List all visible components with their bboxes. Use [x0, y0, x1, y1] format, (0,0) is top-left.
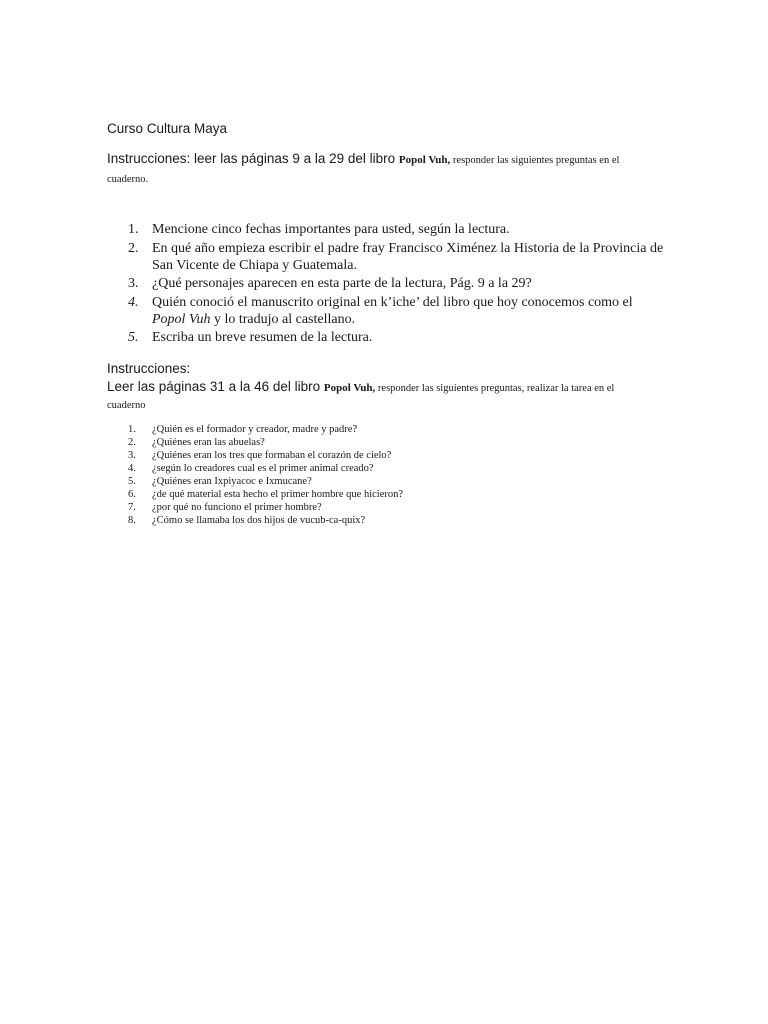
question-number: 8.	[128, 515, 136, 526]
section1-question-list	[107, 221, 667, 348]
question-text-part: y lo tradujo al castellano.	[210, 311, 356, 327]
question-text: Mencione cinco fechas importantes para usted, según la lectura.	[152, 222, 510, 237]
question-number: 6.	[128, 489, 136, 500]
question-text: ¿Quién es el formador y creador, madre y padre?	[152, 424, 358, 435]
section2-heading: Instrucciones:	[107, 361, 191, 376]
question-text: ¿Quiénes eran los tres que formaban el corazón de cielo?	[152, 450, 392, 461]
question-number: 1.	[128, 222, 139, 237]
section2-instruction-suffix: responder las siguientes preguntas, realizar la tarea en el cuaderno	[107, 383, 615, 411]
question-number: 7.	[128, 502, 136, 513]
list-item	[107, 449, 507, 462]
question-text: ¿de qué material esta hecho el primer hombre que hicieron?	[152, 489, 404, 500]
section2-question-list	[107, 423, 507, 527]
question-number: 4.	[128, 294, 139, 310]
question-text: ¿Quiénes eran las abuelas?	[152, 437, 265, 448]
list-item	[107, 221, 667, 238]
question-text: ¿por qué no funciono el primer hombre?	[152, 502, 322, 513]
question-number: 1.	[128, 424, 136, 435]
list-item	[107, 423, 507, 436]
question-text: ¿Quiénes eran Ixpiyacoc e Ixmucane?	[152, 476, 312, 487]
list-item	[107, 514, 507, 527]
list-item	[107, 240, 667, 274]
list-item	[107, 329, 667, 346]
question-number: 5.	[128, 476, 136, 487]
list-item	[107, 475, 507, 488]
question-text: En qué año empieza escribir el padre fray Francisco Ximénez la Historia de la Provincia de San Vicente de Chiapa y Guatemala.	[152, 240, 664, 273]
list-item	[107, 294, 667, 328]
question-text: ¿Cómo se llamaba los dos hijos de vucub-ca-quix?	[152, 515, 366, 526]
list-item	[107, 436, 507, 449]
question-number: 2.	[128, 437, 136, 448]
document-title: Curso Cultura Maya	[107, 121, 228, 136]
list-item	[107, 275, 667, 292]
question-number: 2.	[128, 240, 139, 256]
section1-instruction-prefix: Instrucciones: leer las páginas 9 a la 29 del libro	[107, 151, 399, 166]
question-text: ¿Qué personajes aparecen en esta parte de la lectura, Pág. 9 a la 29?	[152, 276, 532, 291]
question-number: 5.	[128, 330, 139, 345]
section2-instruction-prefix: Leer las páginas 31 a la 46 del libro	[107, 379, 324, 394]
section2-instructions	[107, 379, 647, 413]
section1-book-title: Popol Vuh,	[398, 154, 451, 166]
section2-book-title: Popol Vuh,	[323, 382, 376, 394]
question-number: 4.	[128, 463, 136, 474]
list-item	[107, 501, 507, 514]
question-text-part: Quién conoció el manuscrito original en k’iche’ del libro que hoy conocemos como el	[152, 294, 633, 310]
list-item	[107, 462, 507, 475]
question-text	[152, 295, 633, 327]
section1-instruction-suffix: responder las siguientes preguntas en el cuaderno.	[107, 155, 620, 185]
question-text: Escriba un breve resumen de la lectura.	[152, 330, 373, 345]
section1-instructions	[107, 150, 647, 188]
question-number: 3.	[128, 276, 139, 291]
list-item	[107, 488, 507, 501]
question-text: ¿según lo creadores cual es el primer animal creado?	[152, 463, 374, 474]
question-number: 3.	[128, 450, 136, 461]
book-title-italic: Popol Vuh	[152, 311, 211, 327]
